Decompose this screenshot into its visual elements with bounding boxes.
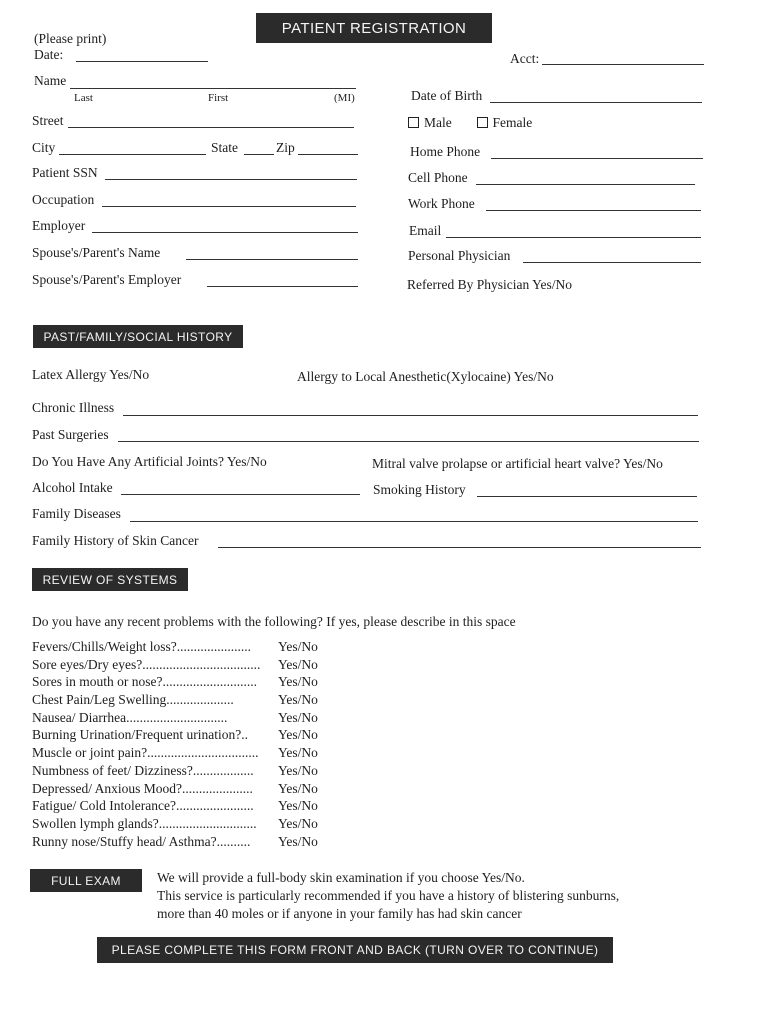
chronic-illness-field[interactable] [123, 415, 698, 416]
footer-notice: PLEASE COMPLETE THIS FORM FRONT AND BACK (TURN OVER TO CONTINUE) [111, 943, 599, 957]
page-title: PATIENT REGISTRATION [281, 19, 467, 37]
referred-label: Referred By Physician Yes/No [407, 277, 572, 292]
review-item-label: Runny nose/Stuffy head/ Asthma?.......... [32, 833, 251, 849]
date-field[interactable] [76, 61, 208, 62]
physician-field[interactable] [523, 262, 701, 263]
review-item-label: Chest Pain/Leg Swelling.................... [32, 692, 234, 708]
spouse-name-field[interactable] [186, 259, 358, 260]
female-label: Female [492, 115, 533, 130]
review-item [32, 797, 318, 815]
latex-allergy-label: Latex Allergy Yes/No [32, 367, 150, 382]
review-item-yes-no[interactable]: Yes/No [278, 639, 318, 654]
skin-cancer-history-field[interactable] [218, 547, 701, 548]
review-item-label: Fevers/Chills/Weight loss?...................... [32, 639, 252, 654]
review-item-label: Nausea/ Diarrhea.............................. [32, 709, 228, 725]
work-phone-label: Work Phone [408, 196, 475, 211]
smoking-history-field[interactable] [477, 496, 697, 497]
review-item-label: Swollen lymph glands?............................. [32, 815, 257, 831]
home-phone-label: Home Phone [410, 144, 481, 159]
exam-recommend-text: This service is particularly recommended if you have a history of blistering sunburns, [157, 888, 620, 903]
review-item [32, 780, 318, 798]
page-title-banner [256, 13, 492, 43]
review-item-label: Depressed/ Anxious Mood?..................... [32, 780, 253, 796]
review-item-yes-no[interactable]: Yes/No [278, 762, 318, 778]
review-item [32, 833, 318, 851]
acct-label: Acct: [510, 51, 540, 66]
home-phone-field[interactable] [491, 158, 703, 159]
exam-moles-text: more than 40 moles or if anyone in your family has had skin cancer [157, 906, 522, 921]
cell-phone-label: Cell Phone [408, 170, 468, 185]
review-item [32, 726, 318, 744]
occupation-field[interactable] [102, 206, 356, 207]
review-item-yes-no[interactable]: Yes/No [278, 727, 318, 743]
review-item-yes-no[interactable]: Yes/No [278, 798, 318, 814]
alcohol-intake-field[interactable] [121, 494, 360, 495]
review-item [32, 709, 318, 727]
name-field[interactable] [70, 88, 356, 89]
spouse-employer-field[interactable] [207, 286, 358, 287]
ssn-field[interactable] [105, 179, 357, 180]
dob-label: Date of Birth [411, 88, 483, 103]
review-item [32, 762, 318, 780]
name-last-caption: Last [74, 92, 93, 104]
city-field[interactable] [59, 154, 206, 155]
review-item-label: Sores in mouth or nose?............................ [32, 674, 257, 690]
review-items-list [32, 638, 318, 850]
female-option[interactable] [477, 115, 533, 130]
history-title: PAST/FAMILY/SOCIAL HISTORY [43, 329, 233, 344]
state-field[interactable] [244, 154, 274, 155]
review-item-yes-no[interactable]: Yes/No [278, 815, 318, 831]
state-label: State [211, 140, 238, 155]
review-item [32, 744, 318, 762]
review-item-label: Muscle or joint pain?................................. [32, 745, 259, 761]
email-label: Email [409, 223, 442, 238]
review-item [32, 638, 318, 656]
artificial-joints-label: Do You Have Any Artificial Joints? Yes/No [32, 454, 267, 469]
history-banner [33, 325, 243, 348]
gender-row [408, 115, 532, 131]
review-item-yes-no[interactable]: Yes/No [278, 745, 318, 761]
ssn-label: Patient SSN [32, 165, 98, 180]
smoking-history-label: Smoking History [373, 482, 466, 497]
family-diseases-field[interactable] [130, 521, 698, 522]
zip-field[interactable] [298, 154, 358, 155]
city-label: City [32, 140, 56, 155]
cell-phone-field[interactable] [476, 184, 695, 185]
spouse-name-label: Spouse's/Parent's Name [32, 245, 161, 260]
review-item-label: Fatigue/ Cold Intolerance?....................... [32, 798, 254, 814]
review-item-yes-no[interactable]: Yes/No [278, 692, 318, 708]
review-item-label: Numbness of feet/ Dizziness?.................. [32, 762, 254, 778]
alcohol-intake-label: Alcohol Intake [32, 480, 113, 495]
full-exam-banner [30, 869, 142, 892]
review-title: REVIEW OF SYSTEMS [42, 572, 178, 587]
male-label: Male [424, 115, 452, 130]
review-item [32, 815, 318, 833]
acct-field[interactable] [542, 64, 704, 65]
spouse-employer-label: Spouse's/Parent's Employer [32, 272, 182, 287]
review-item-yes-no[interactable]: Yes/No [278, 656, 318, 672]
exam-offer-text: We will provide a full-body skin examination if you choose Yes/No. [157, 870, 525, 885]
past-surgeries-field[interactable] [118, 441, 699, 442]
dob-field[interactable] [490, 102, 702, 103]
skin-cancer-history-label: Family History of Skin Cancer [32, 533, 199, 548]
street-field[interactable] [68, 127, 354, 128]
occupation-label: Occupation [32, 192, 95, 207]
review-item [32, 673, 318, 691]
review-item [32, 691, 318, 709]
full-exam-title: FULL EXAM [51, 873, 121, 888]
anesthetic-allergy-label: Allergy to Local Anesthetic(Xylocaine) Yes/No [297, 369, 554, 384]
date-label: Date: [34, 47, 64, 62]
work-phone-field[interactable] [486, 210, 701, 211]
review-item [32, 656, 318, 674]
female-checkbox[interactable] [477, 117, 488, 128]
family-diseases-label: Family Diseases [32, 506, 121, 521]
street-label: Street [32, 113, 64, 128]
review-item-yes-no[interactable]: Yes/No [278, 674, 318, 690]
mitral-valve-label: Mitral valve prolapse or artificial heart valve? Yes/No [372, 456, 663, 471]
physician-label: Personal Physician [408, 248, 511, 263]
please-print-note: (Please print) [34, 31, 107, 46]
review-question: Do you have any recent problems with the following? If yes, please describe in this space [32, 614, 516, 629]
review-item-label: Burning Urination/Frequent urination?.. [32, 727, 248, 743]
review-item-yes-no[interactable]: Yes/No [278, 833, 318, 849]
review-item-label: Sore eyes/Dry eyes?................................... [32, 656, 261, 672]
past-surgeries-label: Past Surgeries [32, 427, 109, 442]
footer-banner [97, 937, 613, 963]
employer-label: Employer [32, 218, 86, 233]
review-item-yes-no[interactable]: Yes/No [278, 709, 318, 725]
male-checkbox[interactable] [408, 117, 419, 128]
zip-label: Zip [276, 140, 295, 155]
review-banner [32, 568, 188, 591]
name-mi-caption: (MI) [334, 92, 355, 104]
review-item-yes-no[interactable]: Yes/No [278, 780, 318, 796]
name-first-caption: First [208, 92, 229, 104]
male-option[interactable] [408, 115, 452, 130]
chronic-illness-label: Chronic Illness [32, 400, 115, 415]
employer-field[interactable] [92, 232, 358, 233]
name-label: Name [34, 73, 67, 88]
email-field[interactable] [446, 237, 701, 238]
